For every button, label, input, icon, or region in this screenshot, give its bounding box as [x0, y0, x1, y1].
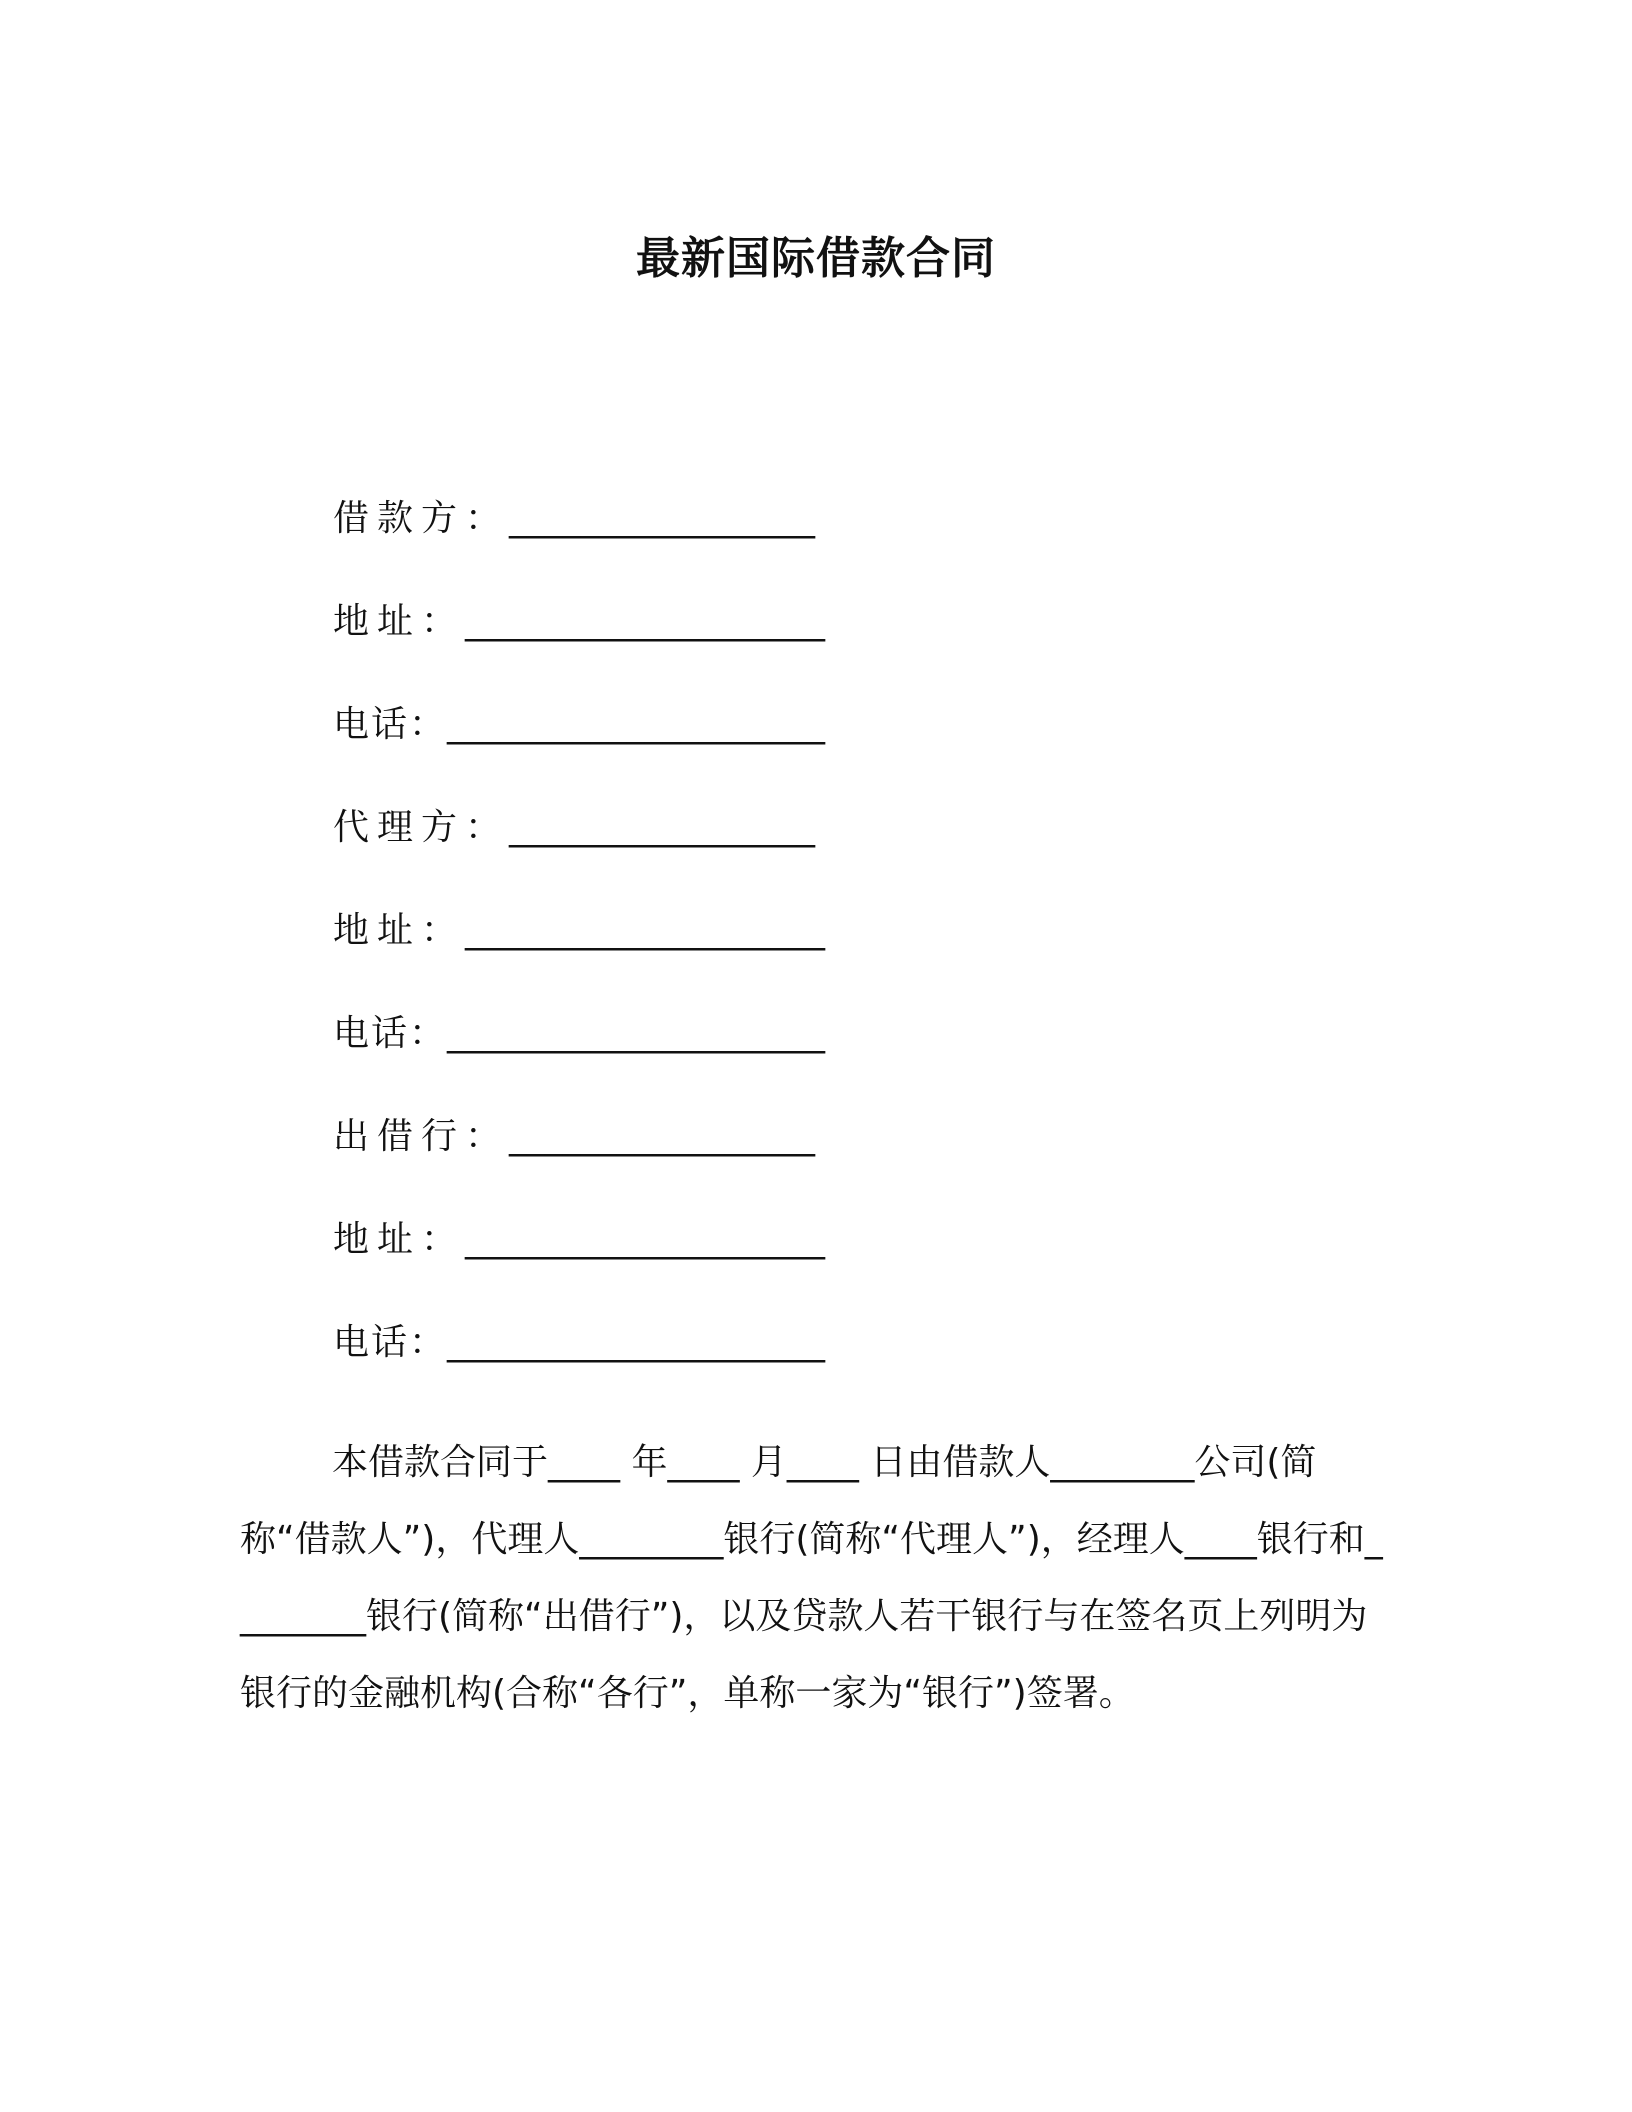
document-title: 最新国际借款合同 [636, 233, 996, 284]
borrower-address-label: 地址： [333, 601, 466, 642]
borrower-blank: _________________ [509, 498, 816, 539]
agent-phone-label: 电话： [333, 1013, 448, 1054]
contract-preamble-paragraph: 本借款合同于____ 年____ 月____ 日由借款人________公司(简称“借款人”)，代理人________银行(简称“代理人”)，经理人____银行和________银行(简称“出借行”)，以及贷款人若干银行与在签名页上列明为银行的金融机构(合称“各行”，单称一家为“银行”)签署。 [240, 1442, 1383, 1714]
borrower-address-blank: ____________________ [465, 601, 826, 642]
lender-phone-field [333, 1318, 825, 1368]
agent-address-field [333, 906, 825, 956]
agent-label: 代理方： [333, 807, 510, 848]
borrower-address-field [333, 597, 825, 647]
lender-address-blank: ____________________ [465, 1219, 826, 1260]
lender-address-label: 地址： [333, 1219, 466, 1260]
agent-address-label: 地址： [333, 910, 466, 951]
lender-blank: _________________ [509, 1116, 816, 1157]
agent-phone-blank: _____________________ [447, 1013, 826, 1054]
borrower-phone-blank: _____________________ [447, 704, 826, 745]
lender-label: 出借行： [333, 1116, 510, 1157]
borrower-phone-field [333, 700, 825, 750]
borrower-phone-label: 电话： [333, 704, 448, 745]
borrower-field [333, 494, 815, 544]
lender-phone-label: 电话： [333, 1322, 448, 1363]
borrower-label: 借款方： [333, 498, 510, 539]
agent-phone-field [333, 1009, 825, 1059]
lender-address-field [333, 1215, 825, 1265]
agent-blank: _________________ [509, 807, 816, 848]
agent-field [333, 803, 815, 853]
lender-field [333, 1112, 815, 1162]
lender-phone-blank: _____________________ [447, 1322, 826, 1363]
agent-address-blank: ____________________ [465, 910, 826, 951]
